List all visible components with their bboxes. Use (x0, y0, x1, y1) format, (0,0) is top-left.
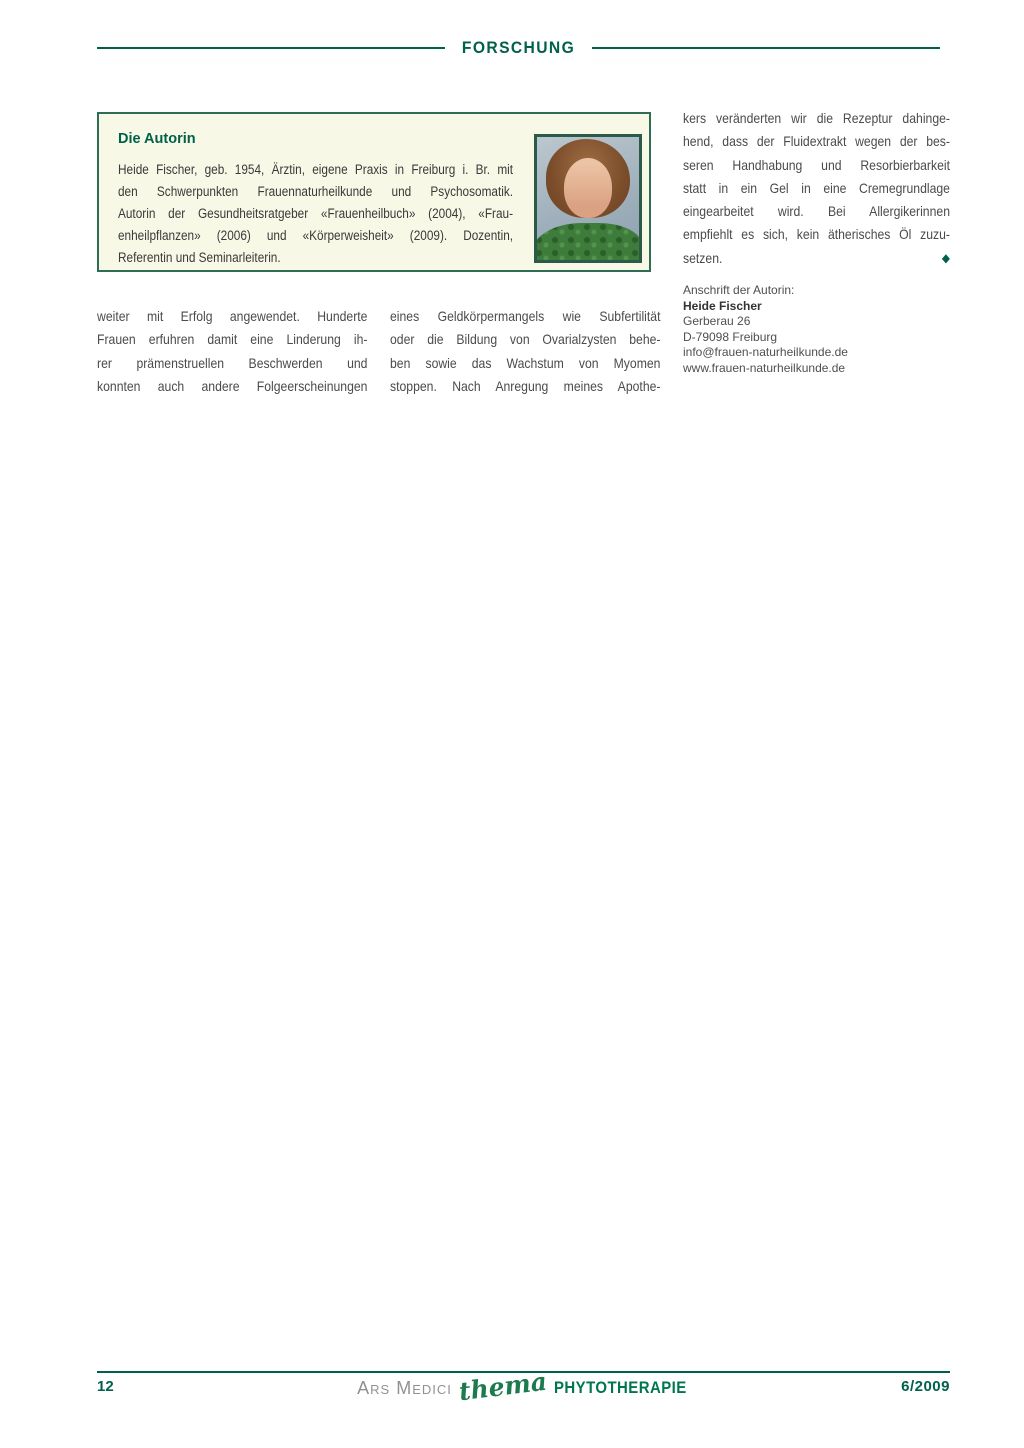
address-city: D-79098 Freiburg (683, 329, 778, 344)
article-line: kers veränderten wir die Rezeptur dahinge- (683, 110, 950, 126)
article-line: oder die Bildung von Ovarialzysten behe- (390, 331, 661, 348)
article-line: rer prämenstruellen Beschwerden und (97, 354, 368, 371)
photo-face-shape (564, 158, 613, 218)
thema-script-wordmark: thema (457, 1366, 549, 1406)
article-line: stoppen. Nach Anregung meines Apothe- (390, 377, 661, 394)
author-bio-line: Referentin und Seminarleiterin. (118, 250, 281, 265)
article-line: Frauen erfuhren damit eine Linderung ih- (97, 331, 368, 348)
end-of-article-diamond-icon: ◆ (941, 251, 950, 266)
address-label: Anschrift der Autorin: (683, 283, 795, 297)
article-middle-column (390, 305, 661, 398)
article-line: eines Geldkörpermangels wie Subfertilität (390, 308, 661, 324)
article-line: empfiehlt es sich, kein ätherisches Öl zuzu- (683, 226, 950, 243)
author-bio-text (118, 159, 513, 269)
header-rule-left (97, 47, 445, 49)
article-line: eingearbeitet wird. Bei Allergikerinnen (683, 203, 950, 220)
address-name: Heide Fischer (683, 298, 762, 313)
article-left-column (97, 305, 368, 398)
author-bio-line: enheilpflanzen» (2006) und «Körperweisheit» (2009). Dozentin, (118, 228, 514, 243)
address-website: www.frauen-naturheilkunde.de (683, 360, 846, 375)
page-number: 12 (97, 1378, 114, 1395)
address-email: info@frauen-naturheilkunde.de (683, 345, 848, 359)
phytotherapie-wordmark: PHYTOTHERAPIE (554, 1378, 687, 1397)
author-info-box (97, 112, 651, 272)
photo-clothing-shape (534, 223, 642, 262)
article-line: weiter mit Erfolg angewendet. Hunderte (97, 308, 368, 324)
author-bio-line: den Schwerpunkten Frauennaturheilkunde und Psychosomatik. (118, 184, 514, 199)
issue-number: 6/2009 (901, 1378, 950, 1395)
section-title: FORSCHUNG (461, 38, 576, 57)
article-line: konnten auch andere Folgeerscheinungen (97, 377, 368, 394)
article-line: ben sowie das Wachstum von Myomen (390, 354, 661, 371)
article-line: seren Handhabung und Resorbierbarkeit (683, 156, 950, 173)
ars-medici-wordmark: Ars Medici (357, 1377, 452, 1398)
section-header (97, 38, 940, 58)
article-line: hend, dass der Fluidextrakt wegen der bes- (683, 133, 950, 150)
article-right-column (683, 107, 950, 270)
article-line: statt in ein Gel in eine Cremegrundlage (683, 179, 950, 196)
journal-logo (357, 1366, 696, 1406)
author-address-block (683, 283, 848, 376)
header-rule-right (592, 47, 940, 49)
article-line: setzen. (683, 249, 723, 266)
address-street: Gerberau 26 (683, 314, 751, 328)
author-bio-line: Autorin der Gesundheitsratgeber «Frauenheilbuch» (2004), «Frau- (118, 206, 514, 221)
author-box-title: Die Autorin (118, 131, 196, 147)
author-bio-line: Heide Fischer, geb. 1954, Ärztin, eigene Praxis in Freiburg i. Br. mit (118, 162, 514, 177)
author-photo (534, 134, 642, 263)
